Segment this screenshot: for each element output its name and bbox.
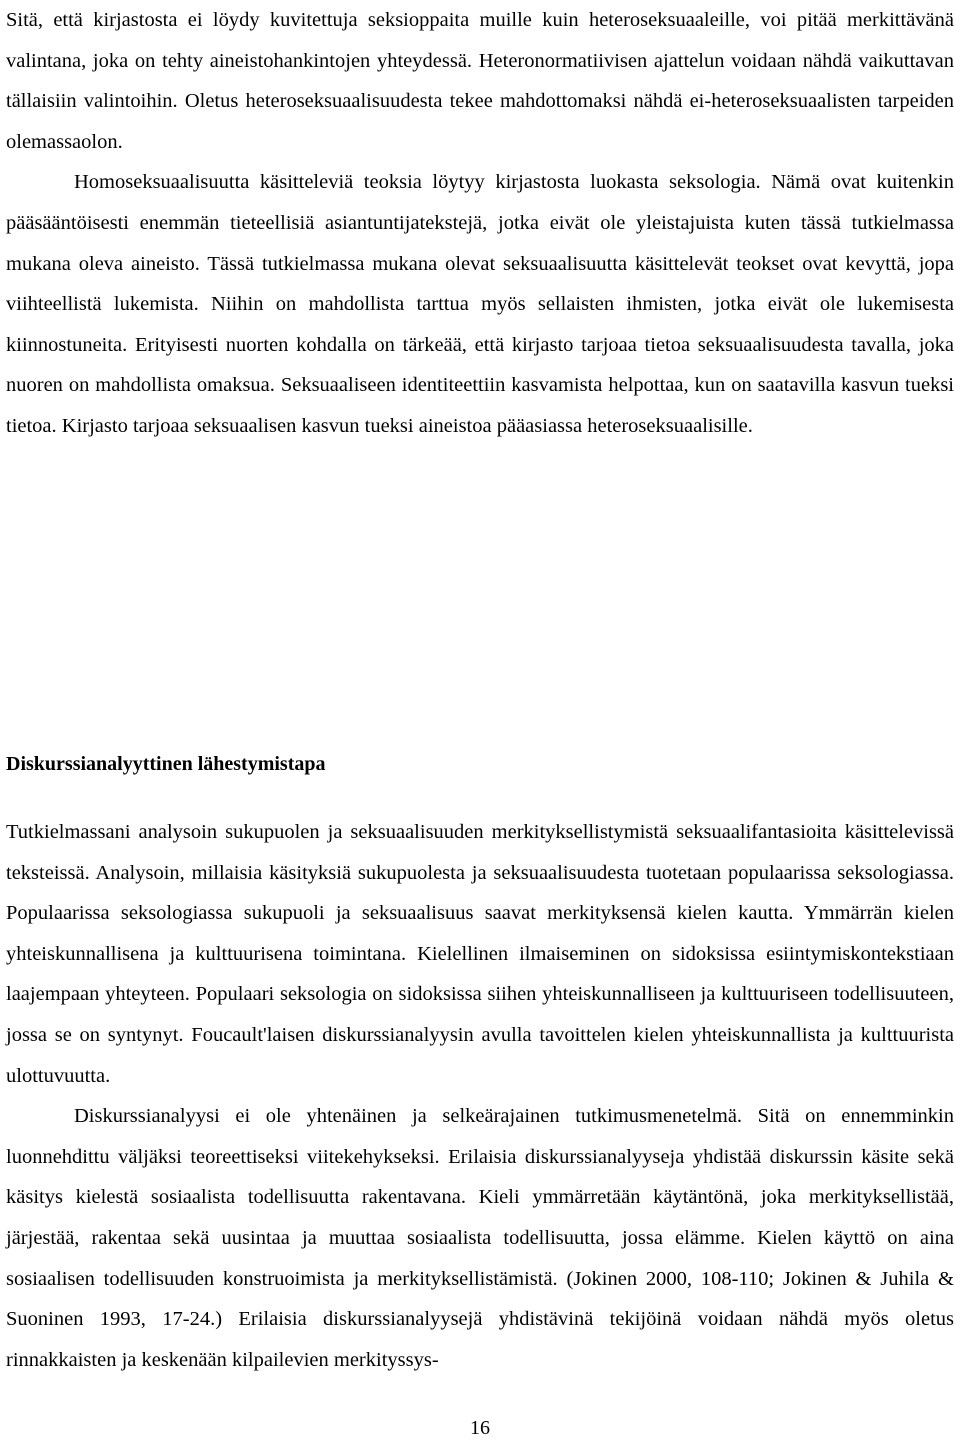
body-paragraph: Homoseksuaalisuutta käsitteleviä teoksia löytyy kirjastosta luokasta seksologia. Nämä ovat kuitenkin pääsääntöisesti enemmän tieteellisiä asiantuntijatekstejä, jotka eivät ole yleistajuista kuten tässä tutkielmassa mukana oleva aineisto. Tässä tutkielmassa mukana olevat seksuaalisuutta käsittelevät teokset ovat kevyttä, jopa viihteellistä lukemista. Niihin on mahdollista tarttua myös sellaisten ihmisten, jotka eivät ole lukemisesta kiinnostuneita. Erityisesti nuorten kohdalla on tärkeää, että kirjasto tarjoaa tietoa seksuaalisuudesta tavalla, joka nuoren on mahdollista omaksua. Seksuaaliseen identiteettiin kasvamista helpottaa, kun on saatavilla kasvun tueksi tietoa. Kirjasto tarjoaa seksuaalisen kasvun tueksi aineistoa pääasiassa heteroseksuaalisille.	[6, 171, 954, 437]
section-heading: Diskurssianalyyttinen lähestymistapa	[6, 753, 326, 775]
body-paragraph: Tutkielmassani analysoin sukupuolen ja seksuaalisuuden merkityksellistymistä seksuaalifantasioita käsittelevissä teksteissä. Analysoin, millaisia käsityksiä sukupuolesta ja seksuaalisuudesta tuotetaan populaarissa seksologiassa. Populaarissa seksologiassa sukupuoli ja seksuaalisuus saavat merkityksensä kielen kautta. Ymmärrän kielen yhteiskunnallisena ja kulttuurisena toimintana. Kielellinen ilmaiseminen on sidoksissa esiintymiskontekstiaan laajempaan yhteyteen. Populaari seksologia on sidoksissa siihen yhteiskunnalliseen ja kulttuuriseen todellisuuteen, jossa se on syntynyt. Foucault'laisen diskurssianalyysin avulla tavoittelen kielen yhteiskunnallista ja kulttuurista ulottuvuutta.	[6, 821, 954, 1087]
page-number: 16	[470, 1417, 490, 1439]
text-section-library	[6, 0, 954, 447]
text-section-discourse	[6, 812, 954, 1380]
body-paragraph: Sitä, että kirjastosta ei löydy kuvitettuja seksioppaita muille kuin heteroseksuaaleille, voi pitää merkittävänä valintana, joka on tehty aineistohankintojen yhteydessä. Heteronormatiivisen ajattelun voidaan nähdä vaikuttavan tällaisiin valintoihin. Oletus heteroseksuaalisuudesta tekee mahdottomaksi nähdä ei-heteroseksuaalisten tarpeiden olemassaolon.	[6, 9, 954, 153]
body-paragraph: Diskurssianalyysi ei ole yhtenäinen ja selkeärajainen tutkimusmenetelmä. Sitä on ennemminkin luonnehdittu väljäksi teoreettiseksi viitekehykseksi. Erilaisia diskurssianalyyseja yhdistää diskurssin käsite sekä käsitys kielestä sosiaalista todellisuutta rakentavana. Kieli ymmärretään käytäntönä, joka merkityksellistää, järjestää, rakentaa sekä uusintaa ja muuttaa sosiaalista todellisuutta, jossa elämme. Kielen käyttö on aina sosiaalisen todellisuuden konstruoimista ja merkityksellistämistä. (Jokinen 2000, 108-110; Jokinen & Juhila & Suoninen 1993, 17-24.) Erilaisia diskurssianalyysejä yhdistävinä tekijöinä voidaan nähdä myös oletus rinnakkaisten ja keskenään kilpailevien merkityssys-	[6, 1105, 954, 1371]
